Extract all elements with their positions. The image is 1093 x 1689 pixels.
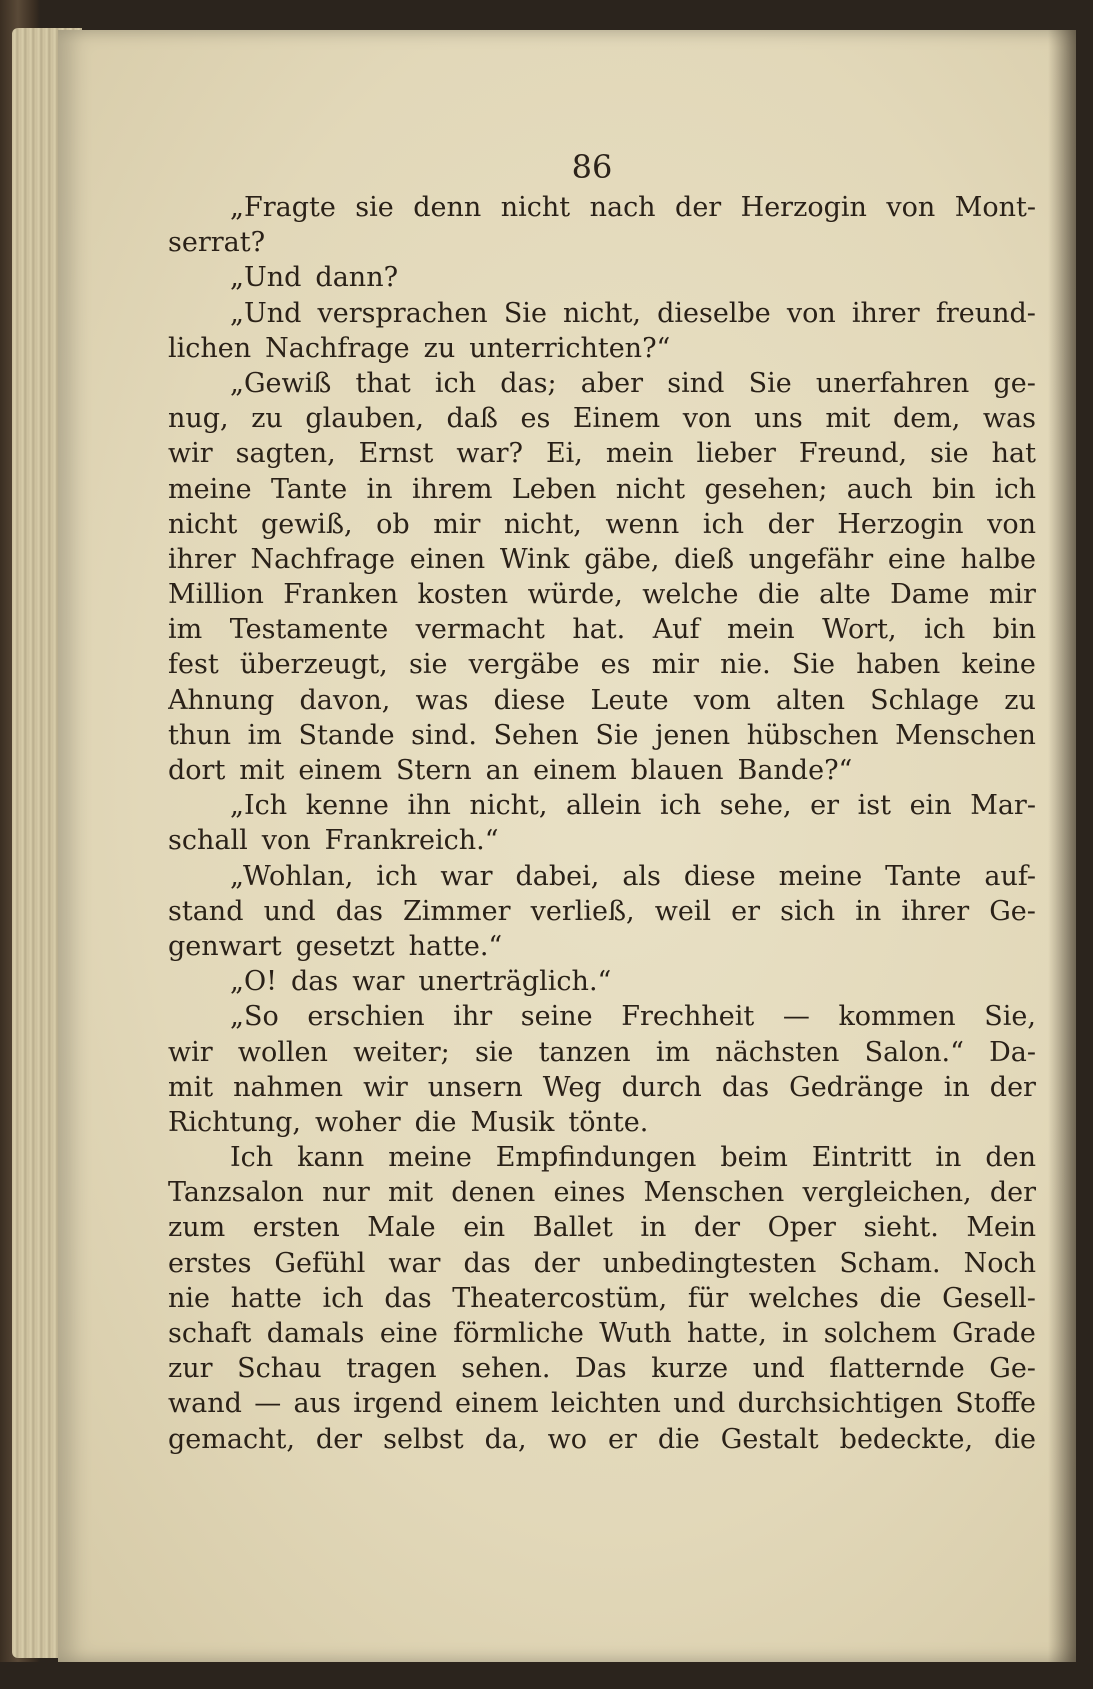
text-line: Ich kann meine Empfindungen beim Eintritt in den [230,1142,1036,1174]
text-line: zum ersten Male ein Ballet in der Oper sieht. Mein [168,1212,1036,1244]
text-line: mit nahmen wir unsern Weg durch das Gedränge in der [168,1071,1036,1103]
text-line: Richtung, woher die Musik tönte. [168,1106,649,1138]
text-line: erstes Gefühl war das der unbedingtesten Scham. Noch [168,1247,1036,1279]
text-line: schall von Frankreich.“ [168,825,499,857]
page-number: 86 [571,148,613,186]
scan-border [0,1662,1093,1689]
text-line: nug, zu glauben, daß es Einem von uns mit dem, was [168,403,1036,435]
text-line: nie hatte ich das Theatercostüm, für welches die Gesell- [168,1282,1036,1314]
text-line: im Testamente vermacht hat. Auf mein Wort, ich bin [168,614,1036,646]
text-line: gemacht, der selbst da, wo er die Gestalt bedeckte, die [168,1423,1036,1455]
text-line: meine Tante in ihrem Leben nicht gesehen; auch bin ich [168,473,1036,505]
text-line: „So erschien ihr seine Frechheit — kommen Sie, [230,1001,1036,1033]
text-line: thun im Stande sind. Sehen Sie jenen hübschen Menschen [168,719,1036,751]
text-line: ihrer Nachfrage einen Wink gäbe, dieß ungefähr eine halbe [168,543,1036,575]
text-line: Tanzsalon nur mit denen eines Menschen vergleichen, der [168,1177,1036,1209]
text-line: schaft damals eine förmliche Wuth hatte, in solchem Grade [168,1318,1036,1349]
text-line: „Wohlan, ich war dabei, als diese meine Tante auf- [230,860,1036,892]
text-line: „Ich kenne ihn nicht, allein ich sehe, er ist ein Mar- [230,790,1036,822]
text-line: lichen Nachfrage zu unterrichten?“ [168,332,671,364]
text-line: zur Schau tragen sehen. Das kurze und flatternde Ge- [168,1353,1036,1385]
text-line: Million Franken kosten würde, welche die alte Dame mir [168,579,1036,611]
text-line: wir sagten, Ernst war? Ei, mein lieber Freund, sie hat [168,438,1036,470]
text-line: genwart gesetzt hatte.“ [168,930,503,962]
text-line: „Und versprachen Sie nicht, dieselbe von ihrer freund- [230,297,1036,329]
text-line: fest überzeugt, sie vergäbe es mir nie. Sie haben keine [168,649,1036,681]
text-line: wir wollen weiter; sie tanzen im nächsten Salon.“ Da- [168,1036,1036,1068]
body-text [168,190,1036,1457]
text-line: dort mit einem Stern an einem blauen Bande?“ [168,755,853,786]
text-line: „Fragte sie denn nicht nach der Herzogin von Mont- [230,192,1036,223]
text-line: „Gewiß that ich das; aber sind Sie unerfahren ge- [230,367,1036,399]
gutter-shadow [1048,30,1076,1662]
text-line: „O! das war unerträglich.“ [230,966,612,998]
text-line: nicht gewiß, ob mir nicht, wenn ich der Herzogin von [168,508,1036,540]
text-line: stand und das Zimmer verließ, weil er sich in ihrer Ge- [168,895,1036,927]
text-line: wand — aus irgend einem leichten und durchsichtigen Stoffe [168,1388,1036,1420]
text-line: „Und dann? [230,262,399,294]
text-line: Ahnung davon, was diese Leute vom alten Schlage zu [168,684,1036,716]
text-line: serrat? [168,227,266,259]
